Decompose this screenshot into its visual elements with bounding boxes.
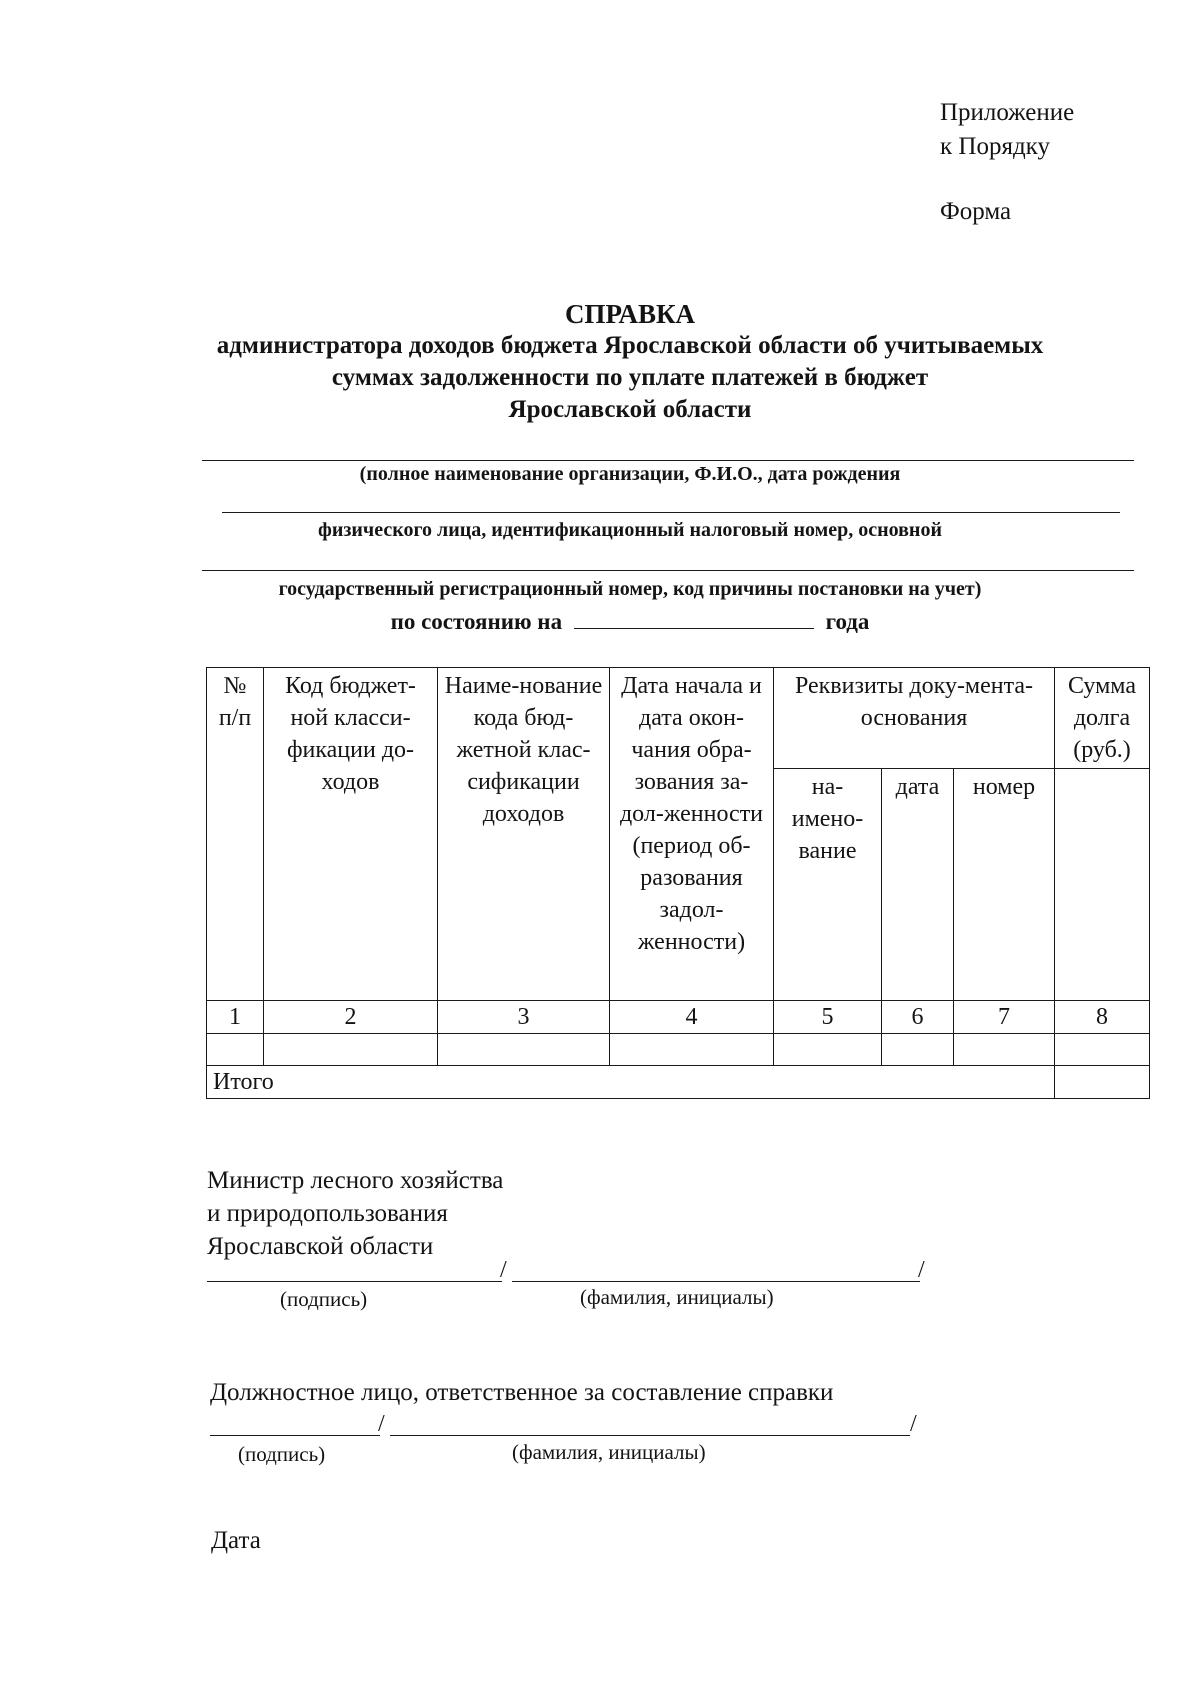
minister-separator: / — [500, 1257, 507, 1283]
data-cell[interactable] — [610, 1034, 774, 1066]
header-col-7: номер — [954, 769, 1055, 1001]
official-separator: / — [378, 1411, 385, 1437]
organization-caption-3: государственный регистрационный номер, код причины постановки на учет) — [278, 578, 982, 600]
data-cell[interactable] — [438, 1034, 610, 1066]
subtitle-line-1: администратора доходов бюджета Ярославской области об учитываемых — [216, 332, 1044, 359]
total-label: Итого — [207, 1066, 1055, 1099]
official-end-separator: / — [910, 1411, 917, 1437]
date-label: Дата — [211, 1527, 261, 1554]
column-number: 8 — [1055, 1001, 1150, 1034]
minister-name-caption: (фамилия, инициалы) — [580, 1285, 774, 1309]
data-cell[interactable] — [207, 1034, 264, 1066]
minister-line-1: Министр лесного хозяйства — [207, 1167, 504, 1194]
as-of-prefix: по состоянию на — [390, 609, 563, 634]
official-signature-line[interactable] — [210, 1435, 380, 1436]
document-subtitle — [130, 330, 1130, 426]
column-number: 6 — [882, 1001, 954, 1034]
header-col-5: на-имено-вание — [774, 769, 882, 1001]
data-cell[interactable] — [954, 1034, 1055, 1066]
as-of-date-row — [130, 608, 1130, 636]
organization-fill-line-2[interactable] — [222, 512, 1120, 513]
appendix-line-1: Приложение — [940, 99, 1075, 126]
column-number: 4 — [610, 1001, 774, 1034]
header-document-group: Реквизиты доку-мента-основания — [774, 668, 1055, 769]
header-col-3: Наиме-нование кода бюд-жетной клас-сификации доходов — [438, 668, 610, 1001]
official-name-line[interactable] — [390, 1435, 910, 1436]
data-cell[interactable] — [264, 1034, 438, 1066]
header-col-2: Код бюджет-ной класси-фикации до-ходов — [264, 668, 438, 1001]
official-signature-caption: (подпись) — [238, 1442, 326, 1466]
official-name-caption: (фамилия, инициалы) — [512, 1440, 706, 1464]
minister-end-separator: / — [918, 1257, 925, 1283]
debt-table — [206, 667, 1150, 1099]
organization-fill-line-1[interactable] — [202, 460, 1134, 461]
organization-fill-line-3[interactable] — [202, 570, 1134, 571]
total-amount-cell[interactable] — [1055, 1066, 1150, 1099]
as-of-date-field[interactable] — [574, 608, 814, 629]
subtitle-line-3: Ярославской области — [508, 396, 752, 423]
header-col-8: Сумма долга (руб.) — [1055, 668, 1150, 769]
organization-caption-1: (полное наименование организации, Ф.И.О., дата рождения — [359, 463, 901, 485]
organization-caption-2: физического лица, идентификационный налоговый номер, основной — [318, 519, 942, 541]
column-number: 3 — [438, 1001, 610, 1034]
header-col-6: дата — [882, 769, 954, 1001]
minister-signature-line[interactable] — [207, 1281, 502, 1282]
minister-signature-caption: (подпись) — [280, 1287, 368, 1311]
appendix-line-2: к Порядку — [940, 133, 1050, 160]
official-label: Должностное лицо, ответственное за составление справки — [210, 1379, 834, 1406]
minister-title — [207, 1164, 503, 1263]
minister-name-line[interactable] — [512, 1281, 920, 1282]
header-col-8-empty — [1055, 769, 1150, 1001]
header-col-4: Дата начала и дата окон-чания обра-зования за-дол-женности (период об-разования задол-женности) — [610, 668, 774, 1001]
data-cell[interactable] — [774, 1034, 882, 1066]
document-title: СПРАВКА — [564, 299, 696, 329]
data-cell[interactable] — [1055, 1034, 1150, 1066]
minister-line-3: Ярославской области — [207, 1233, 434, 1260]
column-number: 5 — [774, 1001, 882, 1034]
column-number: 1 — [207, 1001, 264, 1034]
column-number: 2 — [264, 1001, 438, 1034]
data-cell[interactable] — [882, 1034, 954, 1066]
as-of-suffix: года — [825, 609, 870, 634]
minister-line-2: и природопользования — [207, 1200, 448, 1227]
subtitle-line-2: суммах задолженности по уплате платежей в бюджет — [331, 364, 929, 391]
column-number: 7 — [954, 1001, 1055, 1034]
header-col-1: № п/п — [207, 668, 264, 1001]
form-label: Форма — [940, 198, 1012, 225]
